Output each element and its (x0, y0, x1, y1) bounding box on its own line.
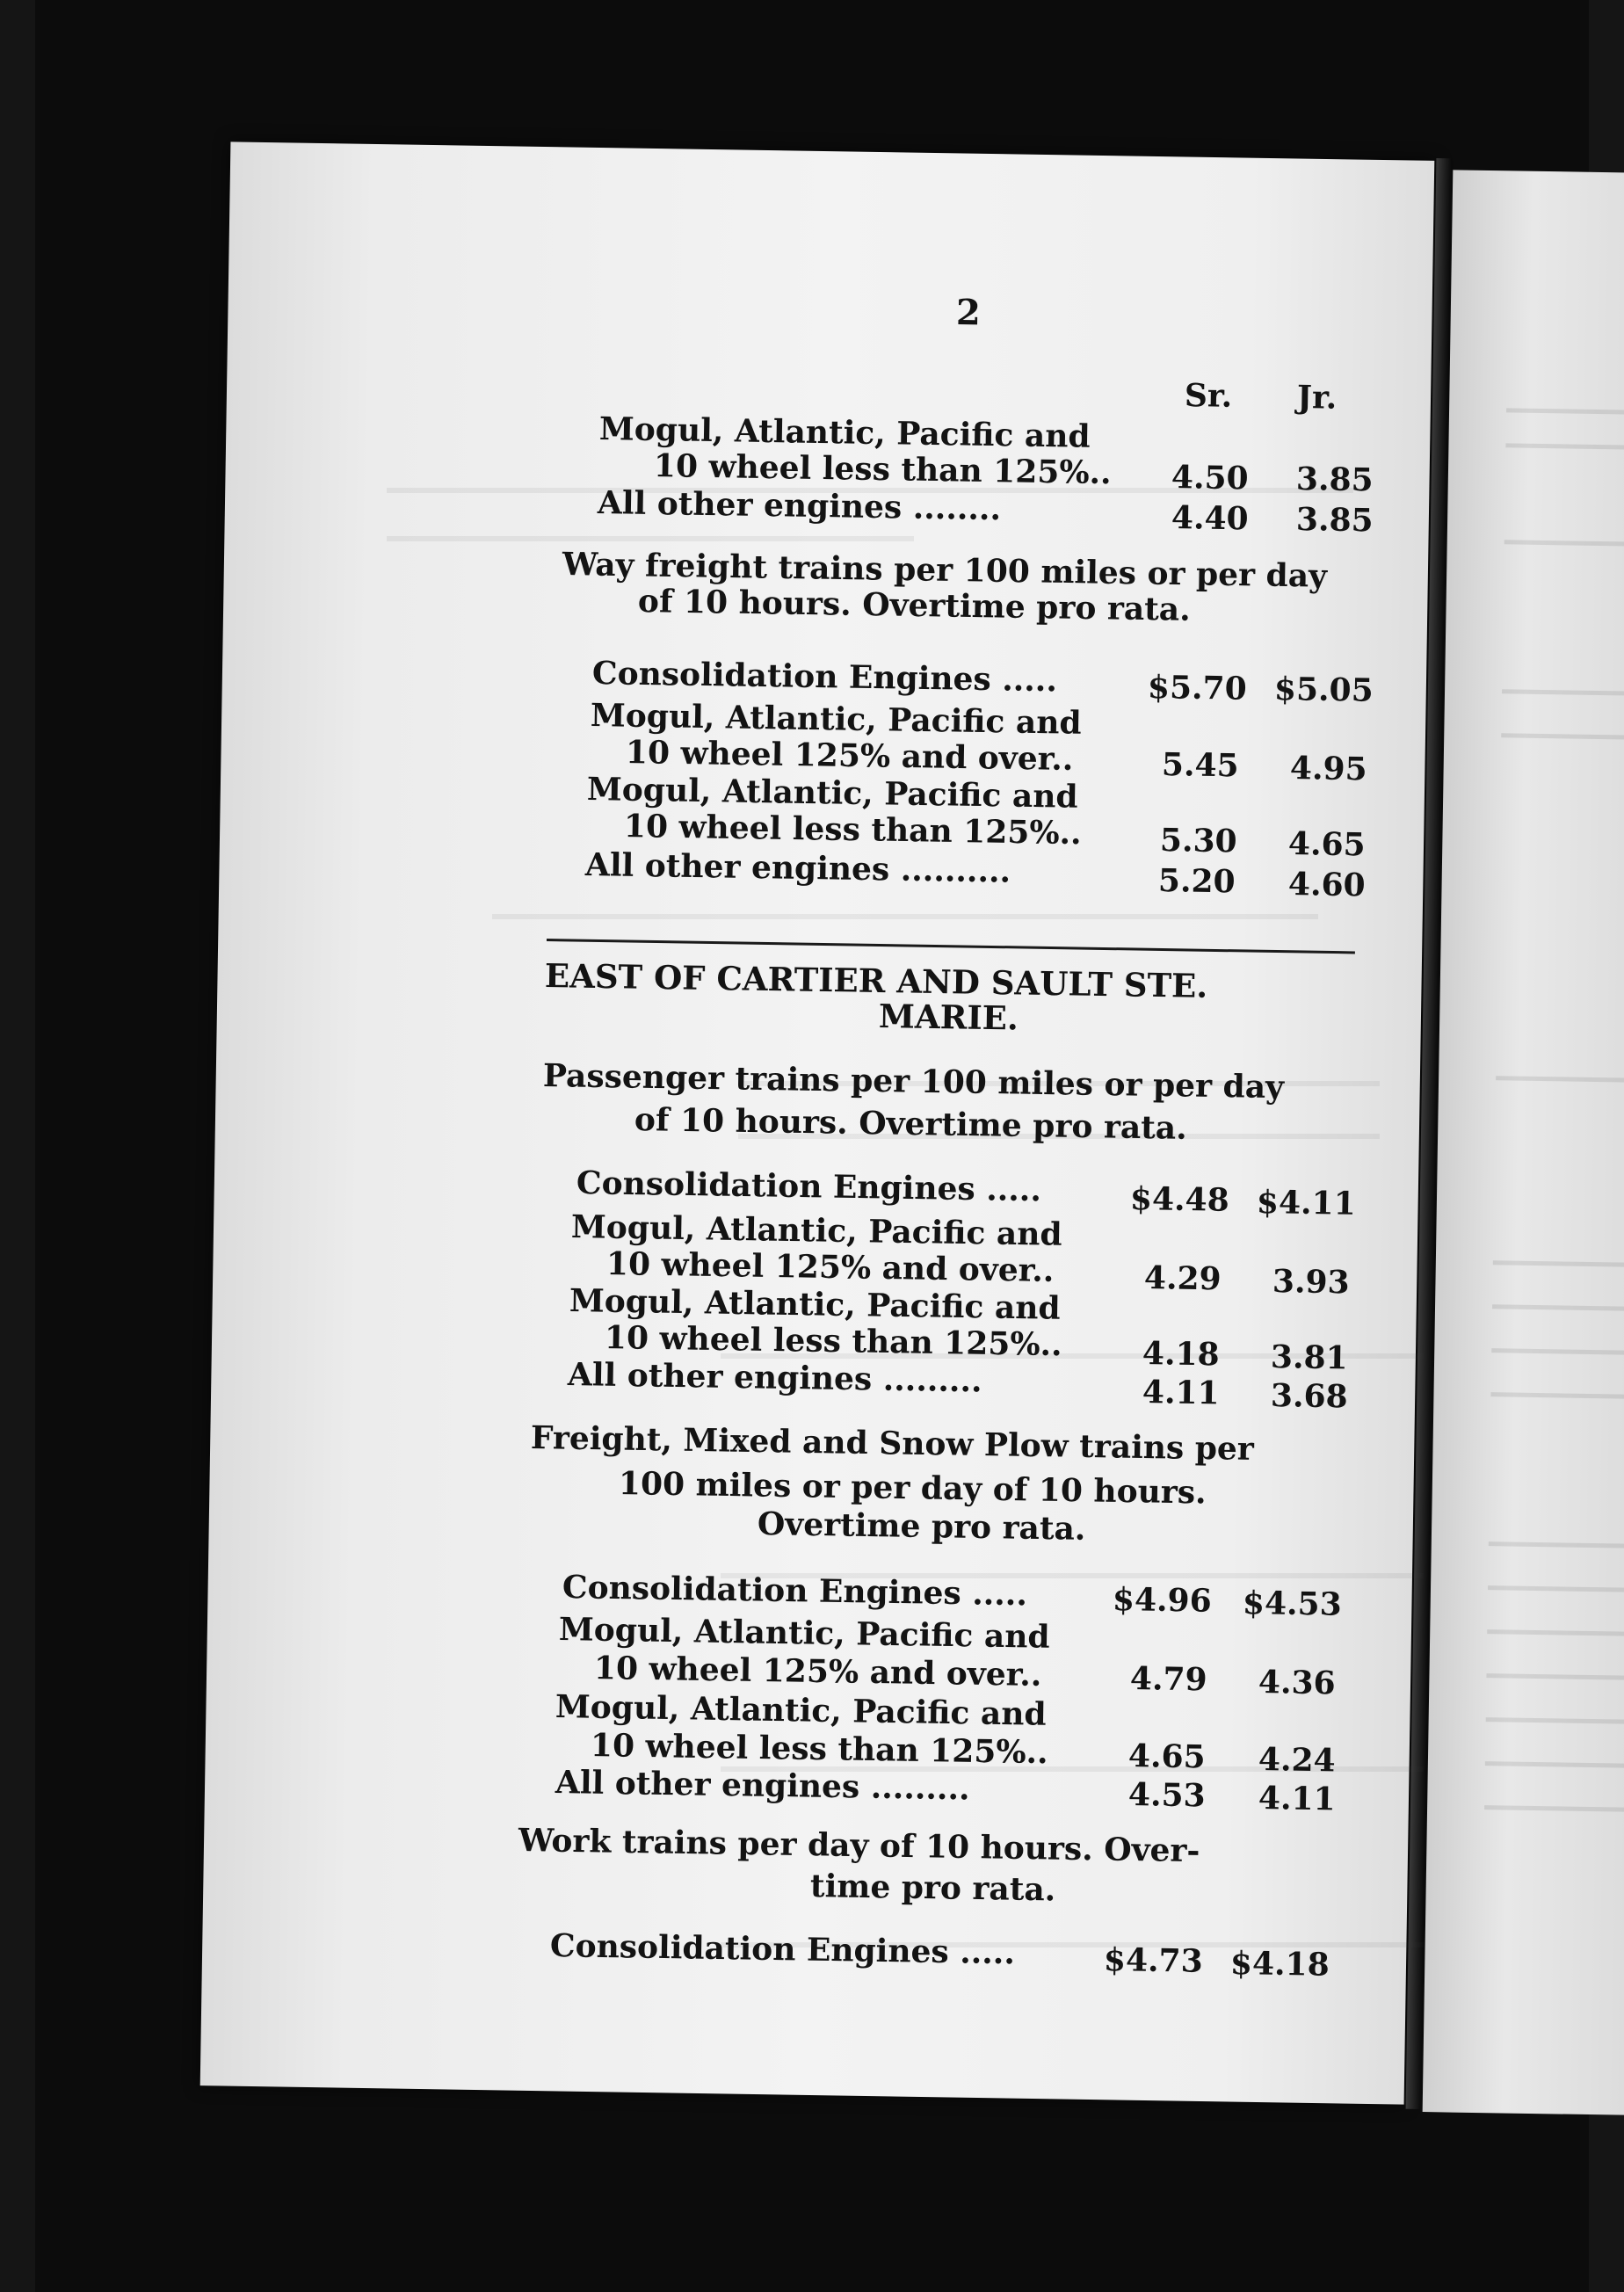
section-heading: of 10 hours. Overtime pro rata. (637, 583, 1192, 628)
section-heading: Passenger trains per 100 miles or per day (542, 1057, 1285, 1106)
engine-class-label: Consolidation Engines ..... (576, 1164, 1042, 1209)
rate-sr: 4.65 (1127, 1737, 1207, 1776)
engine-class-label: Mogul, Atlantic, Pacific and (558, 1611, 1050, 1656)
rate-jr: 4.65 (1287, 825, 1367, 864)
engine-class-label: Mogul, Atlantic, Pacific and (598, 410, 1091, 455)
section-heading: Overtime pro rata. (757, 1505, 1086, 1548)
section-heading: of 10 hours. Overtime pro rata. (634, 1101, 1188, 1147)
rate-jr: 3.81 (1270, 1338, 1349, 1377)
rate-sr: 4.11 (1142, 1374, 1221, 1412)
section-title: MARIE. (878, 997, 1019, 1038)
rate-sr: 4.18 (1142, 1335, 1221, 1374)
section-heading: 100 miles or per day of 10 hours. (618, 1465, 1207, 1512)
rate-sr: 4.79 (1129, 1660, 1208, 1699)
rate-sr: $4.96 (1112, 1581, 1213, 1620)
rate-jr: 4.95 (1289, 750, 1368, 788)
rate-jr: 3.68 (1270, 1377, 1349, 1416)
rate-sr: 4.40 (1171, 499, 1250, 538)
engine-class-label: 10 wheel less than 125%.. (590, 1727, 1048, 1772)
engine-class-label: All other engines ........ (597, 484, 1002, 528)
engine-class-label: Mogul, Atlantic, Pacific and (569, 1282, 1061, 1327)
engine-class-label: Mogul, Atlantic, Pacific and (555, 1688, 1047, 1733)
rate-sr: 4.50 (1171, 459, 1250, 497)
page-number: 2 (955, 292, 982, 334)
engine-class-label: 10 wheel 125% and over.. (625, 734, 1074, 778)
rate-jr: 3.85 (1295, 461, 1374, 499)
rate-sr: 5.30 (1159, 822, 1238, 860)
rate-jr: 3.85 (1295, 501, 1374, 540)
rate-sr: $5.70 (1147, 669, 1248, 707)
engine-class-label: All other engines ......... (555, 1764, 970, 1808)
column-header-sr: Sr. (1184, 377, 1233, 415)
engine-class-label: Consolidation Engines ..... (562, 1569, 1028, 1614)
facing-page (1423, 170, 1624, 2114)
engine-class-label: 10 wheel less than 125%.. (623, 808, 1082, 852)
rate-jr: 4.24 (1258, 1741, 1337, 1780)
film-edge-left (0, 0, 35, 2292)
engine-class-label: 10 wheel less than 125%.. (604, 1319, 1062, 1364)
section-heading: Freight, Mixed and Snow Plow trains per (530, 1419, 1255, 1468)
engine-class-label: All other engines .......... (584, 846, 1011, 890)
rate-sr: 4.53 (1127, 1776, 1207, 1815)
rate-sr: 5.45 (1161, 746, 1240, 785)
rate-sr: $4.48 (1129, 1180, 1230, 1219)
rate-jr: 4.11 (1258, 1780, 1337, 1818)
rate-jr: 3.93 (1272, 1263, 1351, 1302)
show-through (492, 914, 1318, 919)
engine-class-label: Consolidation Engines ..... (591, 655, 1058, 700)
rate-jr: 4.36 (1258, 1664, 1337, 1702)
engine-class-label: 10 wheel 125% and over.. (593, 1650, 1042, 1694)
show-through (387, 536, 914, 541)
rate-sr: 5.20 (1157, 862, 1236, 901)
engine-class-label: Consolidation Engines ..... (549, 1927, 1016, 1972)
column-header-jr: Jr. (1296, 379, 1338, 417)
rate-jr: $4.18 (1229, 1945, 1330, 1984)
engine-class-label: 10 wheel less than 125%.. (653, 447, 1112, 492)
engine-class-label: 10 wheel 125% and over.. (605, 1245, 1055, 1289)
section-title: EAST OF CARTIER AND SAULT STE. (544, 956, 1208, 1005)
section-heading: Way freight trains per 100 miles or per day (562, 546, 1328, 595)
engine-class-label: Mogul, Atlantic, Pacific and (586, 771, 1078, 816)
engine-class-label: Mogul, Atlantic, Pacific and (570, 1208, 1062, 1253)
rate-sr: 4.29 (1143, 1259, 1222, 1298)
section-heading: Work trains per day of 10 hours. Over- (518, 1822, 1200, 1870)
rate-jr: $5.05 (1273, 671, 1374, 709)
section-heading: time pro rata. (809, 1868, 1056, 1909)
rate-jr: 4.60 (1287, 866, 1367, 904)
rate-jr: $4.11 (1256, 1184, 1357, 1222)
engine-class-label: Mogul, Atlantic, Pacific and (590, 697, 1082, 742)
engine-class-label: All other engines ......... (567, 1356, 982, 1400)
rate-sr: $4.73 (1103, 1941, 1204, 1980)
rate-jr: $4.53 (1242, 1585, 1343, 1623)
